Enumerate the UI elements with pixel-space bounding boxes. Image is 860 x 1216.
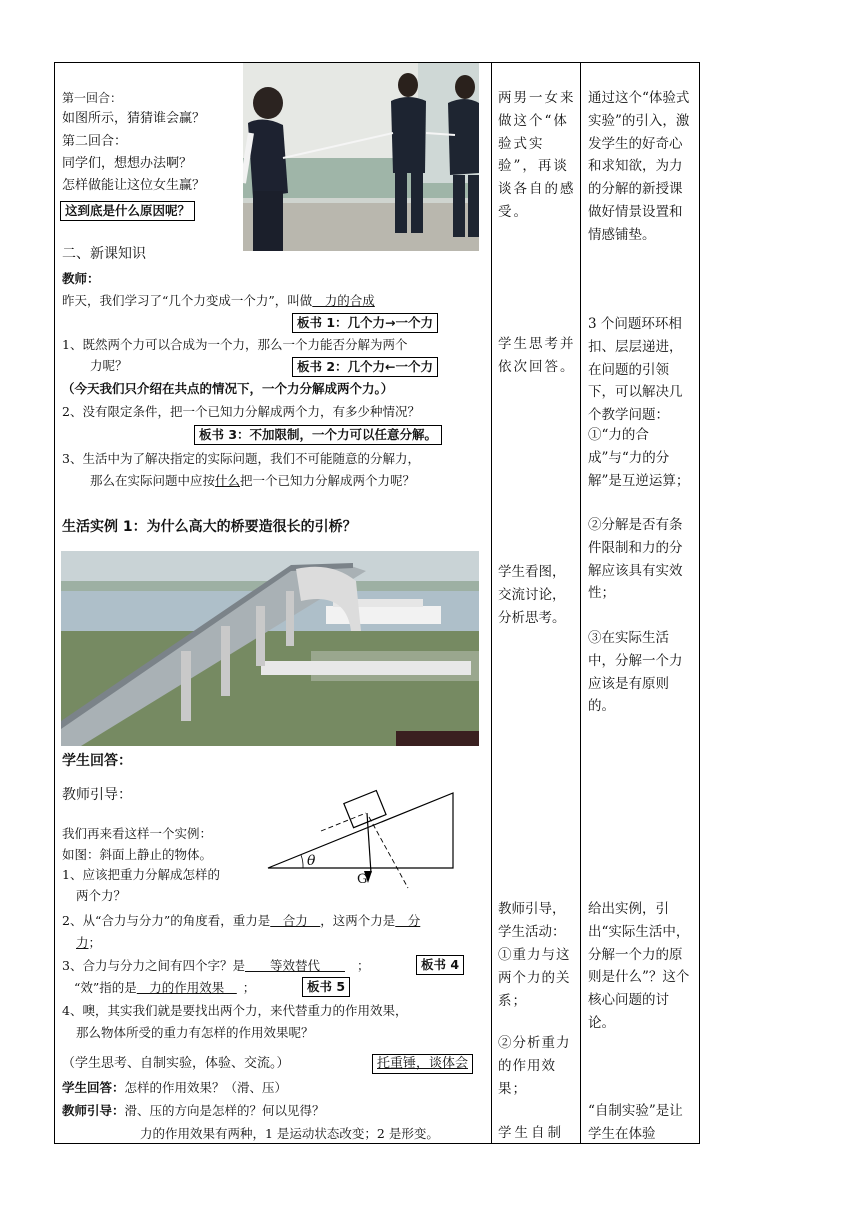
effect-text: 力的作用效果有两种，1 是运动状态改变；2 是形变。 <box>140 1126 439 1141</box>
col2-para-5: ①重力与这两个力的关系； <box>498 947 571 1009</box>
student-answer-line: 学生回答：怎样的作用效果？（滑、压） <box>62 1080 288 1095</box>
col2-para-6: ②分析重力的作用效果； <box>498 1035 571 1097</box>
activity-box: 托重锤，谈体会 <box>372 1054 473 1074</box>
question-3-b: 那么在实际问题中应按什么把一个已知力分解成两个力呢？ <box>90 473 416 488</box>
incline-question-1-a: 1、应该把重力分解成怎样的 <box>62 867 220 882</box>
activity-note: （学生思考、自制实验，体验、交流。） <box>62 1056 290 1071</box>
incline-question-4-b: 那么物体所受的重力有怎样的作用效果呢？ <box>76 1025 314 1040</box>
yesterday-text: 昨天，我们学习了“几个力变成一个力”，叫做 <box>62 293 313 308</box>
board-note-1: 板书 1：几个力→一个力 <box>292 313 438 333</box>
table-right-border <box>699 62 700 1144</box>
column-divider-2 <box>580 62 581 1144</box>
column-divider-1 <box>491 62 492 1144</box>
col3-para-2: 3 个问题环环相扣、层层递进，在问题的引领下，可以解决几个教学问题： <box>588 316 683 424</box>
incline-question-2: 2、从“合力与分力”的角度看，重力是 合力 ，这两个力是 分 <box>62 913 421 928</box>
incline-diagram <box>263 783 463 893</box>
col2-para-7: 学生自制 <box>498 1125 564 1141</box>
bridge-photo <box>61 551 479 746</box>
col2-para-3: 学生看图，交流讨论，分析思考。 <box>498 564 566 626</box>
round1-label: 第一回合： <box>62 91 123 105</box>
board-note-2: 板书 2：几个力←一个力 <box>292 357 438 377</box>
incline-intro-2: 如图：斜面上静止的物体。 <box>62 847 213 862</box>
col3-para-7: “自制实验”是让学生在体验 <box>588 1103 683 1142</box>
round2-question-1: 同学们，想想办法啊？ <box>62 156 193 171</box>
question-2: 2、没有限定条件，把一个已知力分解成两个力，有多少种情况？ <box>62 404 420 419</box>
reason-box: 这到底是什么原因呢？ <box>60 201 195 221</box>
board-note-5: 板书 5 <box>302 977 350 997</box>
board-note-4: 板书 4 <box>416 955 464 975</box>
tug-of-war-photo <box>243 63 479 251</box>
section2-heading: 二、新课知识 <box>62 246 146 262</box>
question-3-a: 3、生活中为了解决指定的实际问题，我们不可能随意的分解力， <box>62 451 420 466</box>
col2-para-4: 教师引导，学生活动： <box>498 901 566 940</box>
incline-question-1-b: 两个力？ <box>76 888 127 903</box>
yesterday-blank: 力的合成 <box>312 293 375 308</box>
gravity-label: G <box>357 872 368 887</box>
round2-label: 第二回合： <box>62 134 128 149</box>
incline-question-2-cont: 力； <box>76 935 102 950</box>
teacher-guide-label: 教师引导： <box>62 787 132 803</box>
round1-text: 如图所示，猜猜谁会赢？ <box>62 111 206 126</box>
incline-intro-1: 我们再来看这样一个实例： <box>62 826 213 841</box>
table-left-border <box>54 62 55 1144</box>
incline-question-3: 3、合力与分力之间有四个字？是 等效替代 ； <box>62 958 370 973</box>
question-1-b: 力呢？ <box>90 358 128 373</box>
theta-label: θ <box>307 853 316 869</box>
incline-question-3b: “效”指的是 力的作用效果 ； <box>74 980 256 995</box>
example1-heading: 生活实例 1：为什么高大的桥要造很长的引桥？ <box>62 519 357 535</box>
today-note: （今天我们只介绍在共点的情况下，一个力分解成两个力。） <box>62 381 394 396</box>
incline-question-4-a: 4、噢，其实我们就是要找出两个力，来代替重力的作用效果， <box>62 1003 408 1018</box>
student-answer-label: 学生回答： <box>62 753 132 769</box>
col2-para-1: 两男一女来做这个“体验式实验”，再谈谈各自的感受。 <box>498 90 576 220</box>
col3-para-1: 通过这个“体验式实验”的引入，激发学生的好奇心和求知欲，为力的分解的新授课做好情景设置和情感铺垫。 <box>588 90 690 243</box>
teacher-guide-line: 教师引导：滑、压的方向是怎样的？何以见得？ <box>62 1103 325 1118</box>
col3-para-5: ③在实际生活中，分解一个力应该是有原则的。 <box>588 630 683 715</box>
round2-question-2: 怎样做能让这位女生赢？ <box>62 178 206 193</box>
col3-para-4: ②分解是否有条件限制和力的分解应该具有实效性； <box>588 517 683 602</box>
yesterday-line <box>62 292 403 310</box>
col2-para-2: 学生思考并依次回答。 <box>498 336 576 375</box>
col3-para-3: ①“力的合成”与“力的分解”是互逆运算； <box>588 427 690 489</box>
teacher-label: 教师： <box>62 271 100 286</box>
question-1-a: 1、既然两个力可以合成为一个力，那么一个力能否分解为两个 <box>62 337 408 352</box>
board-note-3: 板书 3：不加限制，一个力可以任意分解。 <box>194 425 442 445</box>
col3-para-6: 给出实例，引出“实际生活中，分解一个力的原则是什么”？这个核心问题的讨论。 <box>588 901 690 1031</box>
